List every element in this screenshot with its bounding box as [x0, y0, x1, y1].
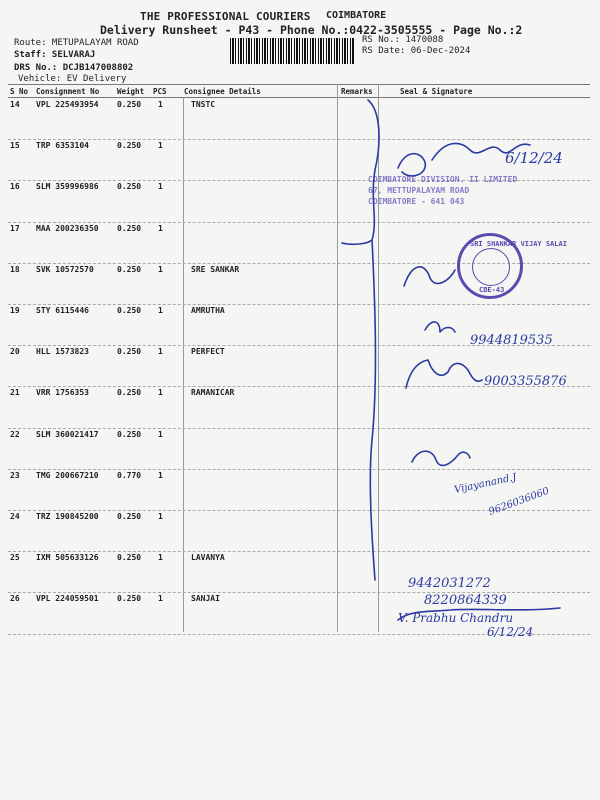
hw-name-vijay: Vijayanand.J — [453, 472, 518, 496]
rs-number: RS No.: 1470088 — [362, 35, 444, 45]
seal-code: CBE-43 — [479, 286, 505, 294]
runsheet-title: Delivery Runsheet - P43 - Phone No.:0422-3505555 - Page No.:2 — [100, 23, 523, 37]
row-pcs: 1 — [158, 388, 163, 398]
row-pcs: 1 — [158, 594, 163, 604]
city-name: COIMBATORE — [326, 10, 387, 21]
col-weight: Weight — [117, 87, 145, 96]
row-pcs: 1 — [158, 553, 163, 563]
row-consignment-no: TMG 200667210 — [36, 470, 99, 480]
row-weight: 0.250 — [117, 429, 142, 439]
row-consignment-no: STY 6115446 — [36, 306, 89, 315]
row-consignee: SRE SANKAR — [191, 264, 240, 274]
row-weight: 0.250 — [117, 141, 142, 151]
row-consignee: LAVANYA — [191, 553, 225, 563]
row-pcs: 1 — [158, 223, 163, 233]
row-consignment-no: VRR 1756353 — [36, 388, 89, 398]
hw-phone-4: 9442031272 — [408, 576, 491, 591]
row-weight: 0.770 — [117, 470, 142, 480]
hw-phone-3: 9626036060 — [487, 485, 551, 518]
row-pcs: 1 — [158, 182, 163, 192]
row-weight: 0.250 — [117, 264, 142, 274]
row-sno: 16 — [10, 182, 20, 192]
row-pcs: 1 — [158, 347, 163, 357]
row-sno: 19 — [10, 306, 20, 315]
stamp-line-2: 67, METTUPALAYAM ROAD — [368, 186, 470, 195]
row-sno: 17 — [10, 223, 20, 233]
hw-date-1: 6/12/24 — [505, 149, 563, 167]
row-consignment-no: TRP 6353104 — [36, 141, 89, 151]
row-consignee: SANJAI — [191, 594, 220, 604]
row-consignment-no: SLM 360021417 — [36, 429, 99, 439]
row-consignment-no: SLM 359996986 — [36, 182, 99, 192]
route-label: Route: METUPALAYAM ROAD — [14, 38, 139, 48]
row-pcs: 1 — [158, 306, 163, 315]
row-consignee: RAMANICAR — [191, 388, 235, 398]
hw-phone-1: 9944819535 — [470, 333, 553, 348]
signature-stroke-4 — [406, 360, 482, 388]
vehicle-label: Vehicle: EV Delivery — [18, 74, 127, 84]
signature-stroke-5 — [412, 451, 470, 465]
col-seal: Seal & Signature — [400, 87, 473, 96]
row-pcs: 1 — [158, 470, 163, 480]
row-consignment-no: HLL 1573823 — [36, 347, 89, 357]
row-weight: 0.250 — [117, 347, 142, 357]
col-consignee: Consignee Details — [184, 87, 261, 96]
row-sno: 20 — [10, 347, 20, 357]
col-consignment: Consignment No — [36, 87, 100, 96]
row-weight: 0.250 — [117, 306, 142, 315]
remarks-bracket-stroke — [342, 100, 379, 580]
row-sno: 15 — [10, 141, 20, 151]
row-sno: 14 — [10, 100, 20, 109]
row-sno: 22 — [10, 429, 20, 439]
seal-ring-text: SRI SHANKAR VIJAY SALAI — [470, 240, 567, 248]
row-weight: 0.250 — [117, 223, 142, 233]
row-consignment-no: TRZ 190845200 — [36, 512, 99, 521]
row-pcs: 1 — [158, 264, 163, 274]
row-pcs: 1 — [158, 429, 163, 439]
col-pcs: PCS — [153, 87, 167, 96]
row-weight: 0.250 — [117, 182, 142, 192]
hw-phone-2: 9003355876 — [484, 374, 567, 389]
signature-stroke-3 — [425, 322, 455, 332]
company-name: THE PROFESSIONAL COURIERS — [140, 10, 311, 23]
row-consignment-no: IXM 505633126 — [36, 553, 99, 563]
hw-name-v: V. Prabhu Chandru — [398, 611, 514, 625]
staff-label: Staff: SELVARAJ — [14, 50, 96, 60]
rs-date: RS Date: 06-Dec-2024 — [362, 46, 471, 56]
row-sno: 23 — [10, 470, 20, 480]
row-consignment-no: MAA 200236350 — [36, 223, 99, 233]
row-weight: 0.250 — [117, 512, 142, 521]
row-consignee: AMRUTHA — [191, 306, 225, 315]
drs-label: DRS No.: DCJB147008802 — [14, 63, 134, 73]
hw-date-2: 6/12/24 — [487, 625, 534, 639]
row-pcs: 1 — [158, 141, 163, 151]
stamp-line-3: COIMBATORE - 641 043 — [368, 197, 465, 206]
row-weight: 0.250 — [117, 100, 142, 109]
row-consignment-no: VPL 225493954 — [36, 100, 99, 109]
col-remarks: Remarks — [341, 87, 373, 96]
row-weight: 0.250 — [117, 388, 142, 398]
row-consignee: PERFECT — [191, 347, 225, 357]
row-sno: 26 — [10, 594, 20, 604]
row-pcs: 1 — [158, 512, 163, 521]
row-sno: 25 — [10, 553, 20, 563]
col-sno: S No — [10, 87, 29, 96]
row-sno: 21 — [10, 388, 20, 398]
row-weight: 0.250 — [117, 553, 142, 563]
stamp-line-1: COIMBATORE DIVISION. II LIMITED — [368, 175, 518, 184]
row-consignment-no: VPL 224059501 — [36, 594, 99, 604]
row-pcs: 1 — [158, 100, 163, 109]
row-consignment-no: SVK 10572570 — [36, 264, 94, 274]
row-consignee: TNSTC — [191, 100, 216, 109]
signature-stroke-2 — [404, 267, 455, 286]
row-sno: 18 — [10, 264, 20, 274]
hw-phone-5: 8220864339 — [424, 593, 507, 608]
row-sno: 24 — [10, 512, 20, 521]
row-weight: 0.250 — [117, 594, 142, 604]
